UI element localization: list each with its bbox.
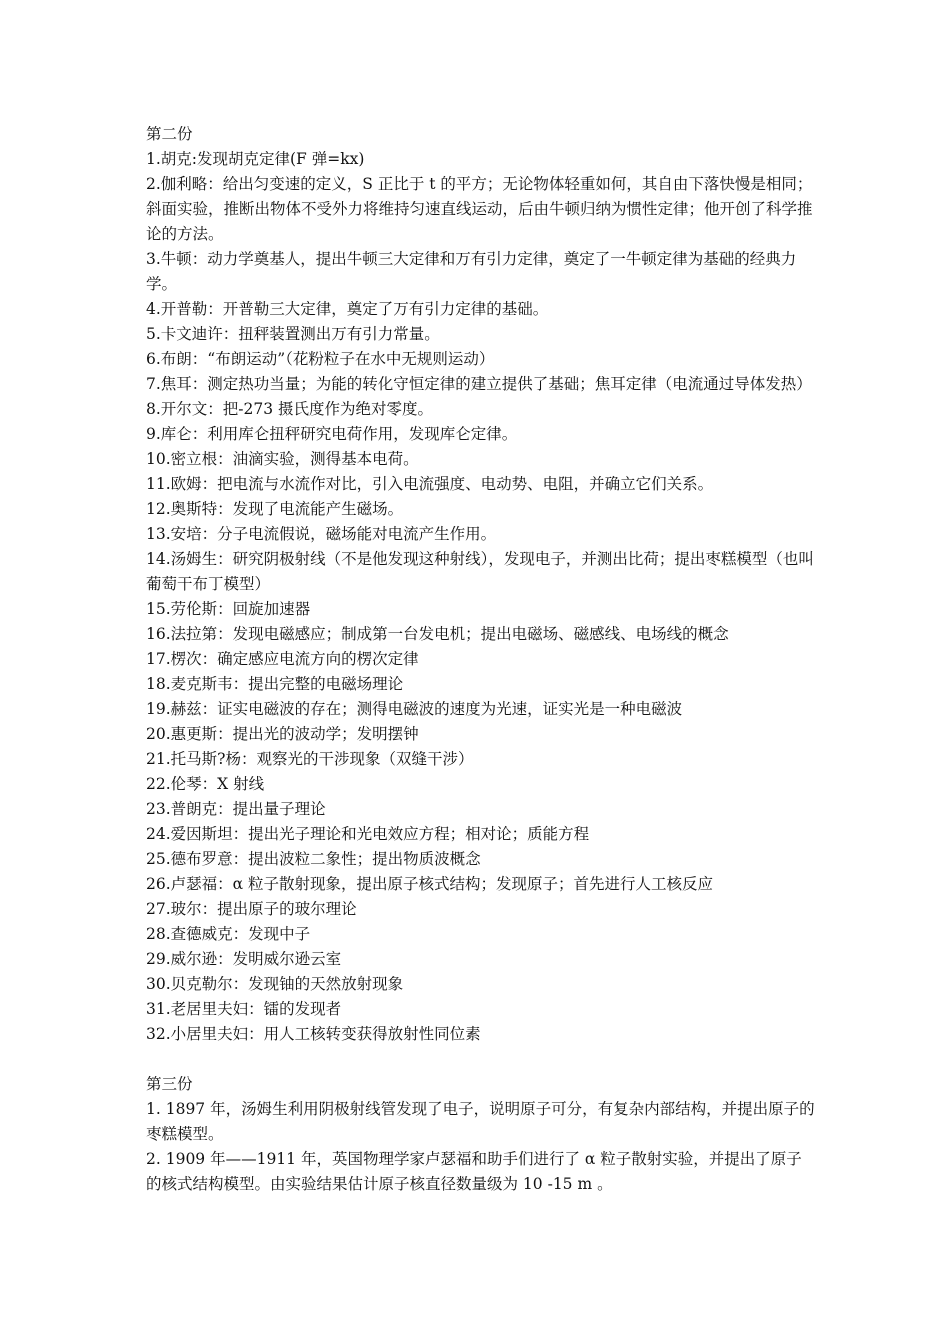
list-item: 11.欧姆：把电流与水流作对比，引入电流强度、电动势、电阻，并确立它们关系。 — [146, 475, 714, 493]
section-2-list — [146, 147, 816, 1047]
list-item: 2. 1909 年——1911 年，英国物理学家卢瑟福和助手们进行了 α 粒子散射实验，并提出了原子的核式结构模型。由实验结果估计原子核直径数量级为 10 -15 m 。 — [146, 1150, 802, 1193]
document-page — [146, 122, 816, 1197]
list-item: 9.库仑：利用库仑扭秤研究电荷作用，发现库仑定律。 — [146, 425, 518, 443]
list-item: 25.德布罗意：提出波粒二象性；提出物质波概念 — [146, 850, 481, 868]
list-item: 12.奥斯特：发现了电流能产生磁场。 — [146, 500, 404, 518]
list-item: 19.赫兹：证实电磁波的存在；测得电磁波的速度为光速，证实光是一种电磁波 — [146, 700, 683, 718]
list-item: 15.劳伦斯：回旋加速器 — [146, 600, 311, 618]
list-item: 20.惠更斯：提出光的波动学；发明摆钟 — [146, 725, 419, 743]
section-2-title: 第二份 — [146, 125, 193, 143]
list-item: 8.开尔文：把-273 摄氏度作为绝对零度。 — [146, 400, 434, 418]
list-item: 24.爱因斯坦：提出光子理论和光电效应方程；相对论；质能方程 — [146, 825, 590, 843]
list-item: 6.布朗：“布朗运动”（花粉粒子在水中无规则运动） — [146, 350, 495, 368]
list-item: 26.卢瑟福：α 粒子散射现象，提出原子核式结构；发现原子；首先进行人工核反应 — [146, 875, 714, 893]
list-item: 14.汤姆生：研究阴极射线（不是他发现这种射线），发现电子，并测出比荷；提出枣糕模型（也叫葡萄干布丁模型） — [146, 550, 814, 593]
list-item: 18.麦克斯韦：提出完整的电磁场理论 — [146, 675, 404, 693]
list-item: 7.焦耳：测定热功当量；为能的转化守恒定律的建立提供了基础；焦耳定律（电流通过导体发热） — [146, 375, 812, 393]
list-item: 13.安培：分子电流假说，磁场能对电流产生作用。 — [146, 525, 497, 543]
list-item: 1.胡克:发现胡克定律(F 弹=kx) — [146, 150, 365, 168]
list-item: 4.开普勒：开普勒三大定律，奠定了万有引力定律的基础。 — [146, 300, 549, 318]
section-3-title: 第三份 — [146, 1075, 193, 1093]
list-item: 29.威尔逊：发明威尔逊云室 — [146, 950, 342, 968]
section-spacer — [146, 1047, 816, 1072]
list-item: 27.玻尔：提出原子的玻尔理论 — [146, 900, 357, 918]
list-item: 21.托马斯?杨：观察光的干涉现象（双缝干涉） — [146, 750, 474, 768]
list-item: 1. 1897 年，汤姆生利用阴极射线管发现了电子，说明原子可分，有复杂内部结构，并提出原子的枣糕模型。 — [146, 1100, 815, 1143]
list-item: 16.法拉第：发现电磁感应；制成第一台发电机；提出电磁场、磁感线、电场线的概念 — [146, 625, 729, 643]
list-item: 17.楞次：确定感应电流方向的楞次定律 — [146, 650, 419, 668]
list-item: 30.贝克勒尔：发现铀的天然放射现象 — [146, 975, 404, 993]
list-item: 3.牛顿：动力学奠基人，提出牛顿三大定律和万有引力定律，奠定了一牛顿定律为基础的经典力学。 — [146, 250, 797, 293]
list-item: 31.老居里夫妇：镭的发现者 — [146, 1000, 342, 1018]
list-item: 5.卡文迪许：扭秤装置测出万有引力常量。 — [146, 325, 440, 343]
list-item: 10.密立根：油滴实验，测得基本电荷。 — [146, 450, 419, 468]
list-item: 22.伦琴：X 射线 — [146, 775, 265, 793]
list-item: 2.伽利略：给出匀变速的定义，S 正比于 t 的平方；无论物体轻重如何，其自由下落快慢是相同；斜面实验，推断出物体不受外力将维持匀速直线运动，后由牛顿归纳为惯性定律；他开创了科学推论的方法。 — [146, 175, 813, 243]
list-item: 32.小居里夫妇：用人工核转变获得放射性同位素 — [146, 1025, 481, 1043]
section-3-list — [146, 1097, 816, 1197]
list-item: 28.查德威克：发现中子 — [146, 925, 311, 943]
list-item: 23.普朗克：提出量子理论 — [146, 800, 326, 818]
